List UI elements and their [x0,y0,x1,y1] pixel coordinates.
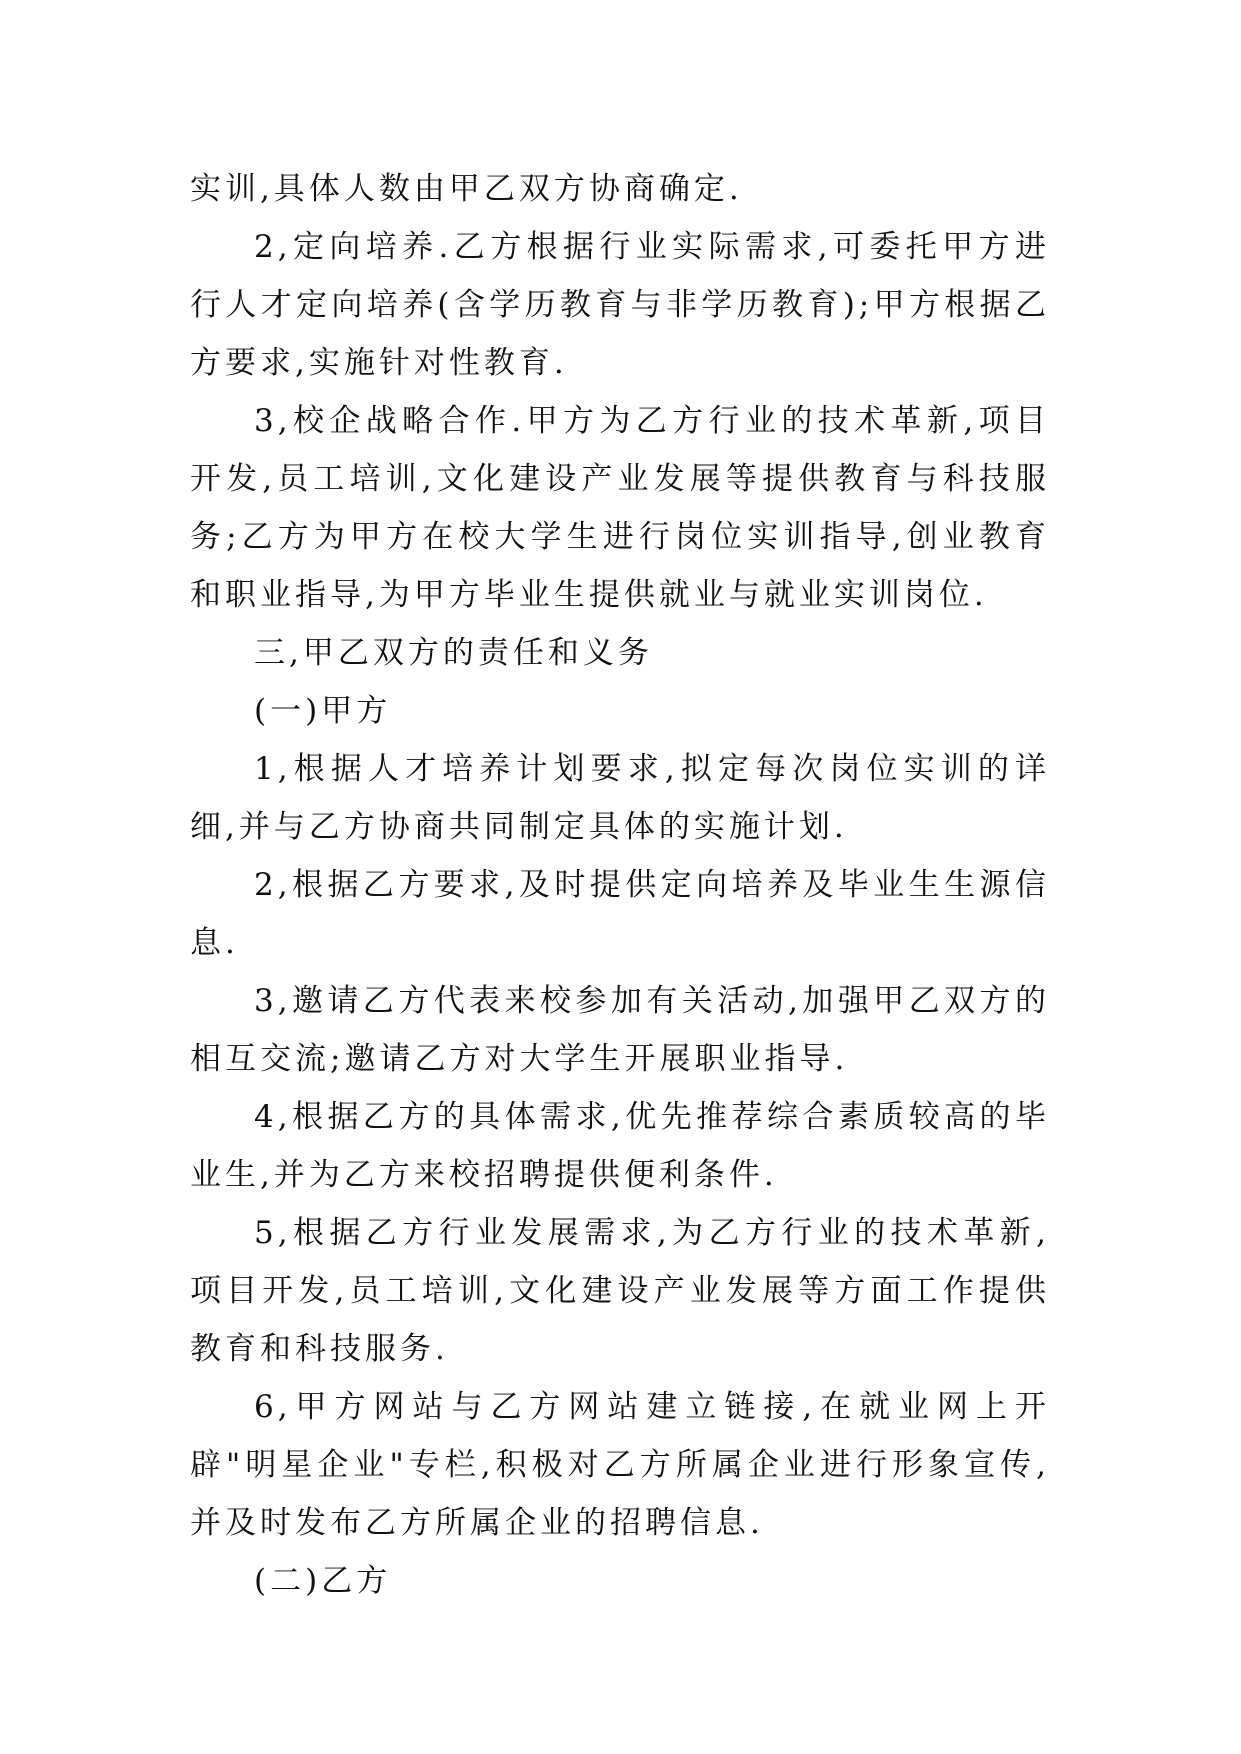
party-a-item-4: 4,根据乙方的具体需求,优先推荐综合素质较高的毕业生,并为乙方来校招聘提供便利条件. [190,1099,1050,1193]
party-a-item-2: 2,根据乙方要求,及时提供定向培养及毕业生生源信息. [190,867,1050,961]
party-a-item-6: 6,甲方网站与乙方网站建立链接,在就业网上开辟"明星企业"专栏,积极对乙方所属企业进行形象宣传,并及时发布乙方所属企业的招聘信息. [190,1389,1050,1541]
subsection-heading-party-b: (二)乙方 [254,1563,392,1599]
party-a-item-1: 1,根据人才培养计划要求,拟定每次岗位实训的详细,并与乙方协商共同制定具体的实施计划. [190,751,1050,845]
subsection-heading-party-a: (一)甲方 [254,693,392,729]
paragraph-strategic-cooperation: 3,校企战略合作.甲方为乙方行业的技术革新,项目开发,员工培训,文化建设产业发展等提供教育与科技服务;乙方为甲方在校大学生进行岗位实训指导,创业教育和职业指导,为甲方毕业生提供就业与就业实训岗位. [190,403,1050,613]
paragraph-directed-training: 2,定向培养.乙方根据行业实际需求,可委托甲方进行人才定向培养(含学历教育与非学历教育);甲方根据乙方要求,实施针对性教育. [190,229,1050,381]
party-a-item-5: 5,根据乙方行业发展需求,为乙方行业的技术革新,项目开发,员工培训,文化建设产业发展等方面工作提供教育和科技服务. [190,1215,1050,1367]
document-body [190,160,1050,1610]
section-heading-responsibilities: 三,甲乙双方的责任和义务 [254,635,653,671]
party-a-item-3: 3,邀请乙方代表来校参加有关活动,加强甲乙双方的相互交流;邀请乙方对大学生开展职业指导. [190,983,1050,1077]
paragraph-training-count: 实训,具体人数由甲乙双方协商确定. [190,171,743,207]
